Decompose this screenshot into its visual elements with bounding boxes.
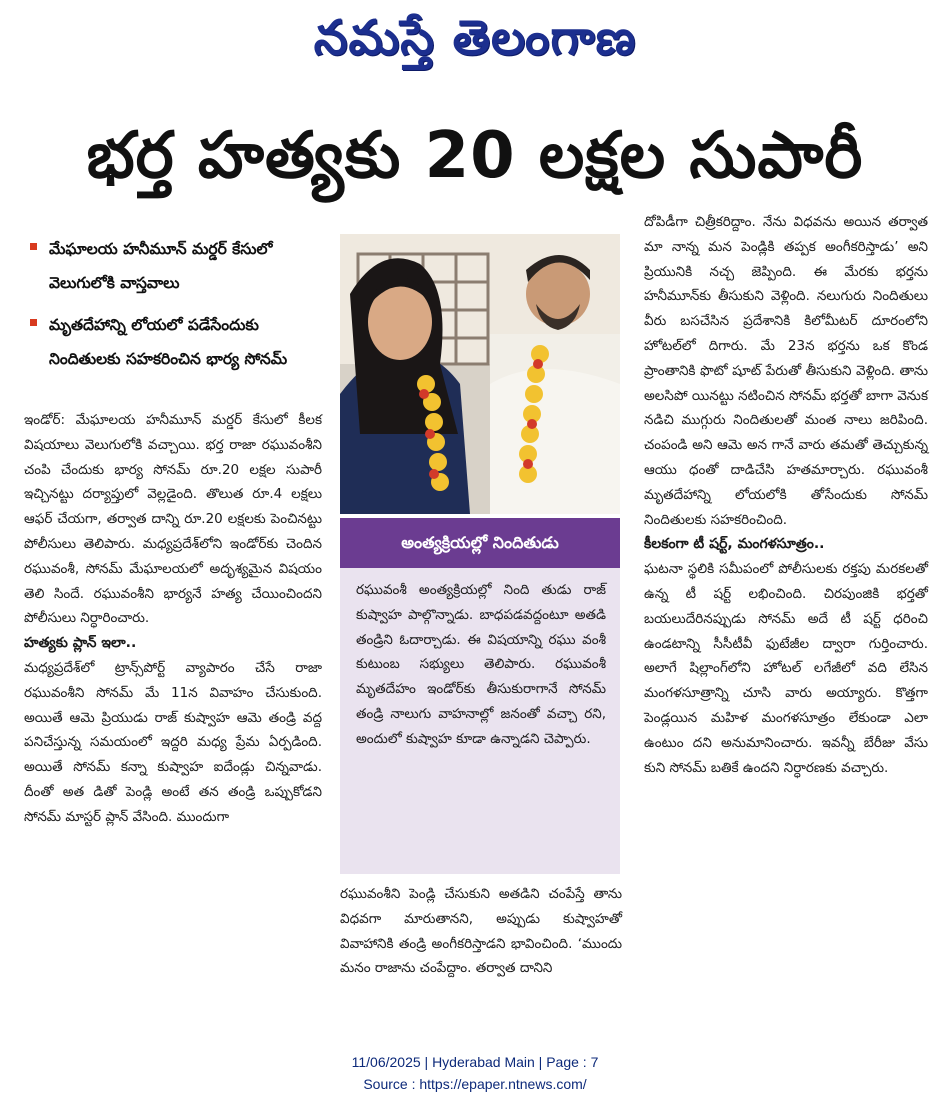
sidebar-box: [340, 518, 620, 874]
article-subheading: కీలకంగా టీ షర్ట్, మంగళసూత్రం..: [644, 536, 825, 553]
sidebar-text: రఘువంశీ అంత్యక్రియల్లో నింది తుడు రాజ్ కుష్వాహ పాల్గొన్నాడు. బాధపడవద్దంటూ అతడి తండ్రిని ఓదార్చాడు. ఈ విషయాన్ని రఘు వంశీ కుటుంబ సభ్యులు తెలిపారు. రఘువంశీ మృతదేహం ఇండోర్‌కు తీసుకురాగానే సోనమ్ తండ్రి నాలుగు వాహనాల్లో జనంతో వచ్చా రని, అందులో కుష్వాహ కూడా ఉన్నాడని చెప్పారు.: [356, 582, 606, 747]
sidebar-heading: అంత్యక్రియల్లో నిందితుడు: [340, 518, 620, 568]
highlight-item: [22, 232, 322, 300]
footer-source: Source : https://epaper.ntnews.com/: [363, 1076, 587, 1092]
highlight-text: మృతదేహాన్ని లోయలో పడేసేందుకు నిందితులకు సహకరించిన భార్య సోనమ్: [49, 316, 288, 368]
article-column-1: [24, 408, 322, 830]
newspaper-logo: నమస్తే తెలంగాణ: [313, 10, 637, 66]
article-column-2: [340, 882, 622, 981]
article-paragraph: మధ్యప్రదేశ్‌లో ట్రాన్స్‌పోర్ట్ వ్యాపారం చేసే రాజా రఘువంశీని సోనమ్ మే 11న వివాహం చేసుకుంది. అయితే ఆమె ప్రియుడు రాజ్ కుష్వాహ ఆమె తండ్రి వద్ద పనిచేస్తున్న సమయంలో ఇద్దరి మధ్య ప్రేమ ఏర్పడింది. అయితే సోనమ్ కన్నా కుష్వాహ ఐదేండ్లు చిన్నవాడు. దీంతో అత డితో పెండ్లి అంటే తన తండ్రి ఒప్పుకోడని సోనమ్ మాస్టర్ ప్లాన్ వేసింది. ముందుగా: [24, 659, 322, 825]
bullet-square-icon: [30, 243, 37, 250]
article-paragraph: దోపిడీగా చిత్రీకరిద్దాం. నేను విధవను అయిన తర్వాత మా నాన్న మన పెండ్లికి తప్పక అంగీకరిస్తాడు’ అని ప్రియునికి నచ్చ జెప్పింది. ఈ మేరకు భర్తను హనీమూన్‌కు తీసుకుని వెళ్లింది. నలుగురు నిందితులు వీరు బసచేసిన ప్రదేశానికి కిలోమీటర్ దూరంలోని హోటల్‌లో దిగారు. మే 23న భర్తను ఒక కొండ ప్రాంతానికి ఫొటో షూట్ పేరుతో తీసుకుని వెళ్లింది. తాను అలసిపో యినట్టు నటించిన సోనమ్ భర్తతో బాగా వెనుక నడిచి ముగ్గురు నిందితులతో మంత నాలు జరిపింది. చంపండి అని ఆమె అన గానే వారు తమతో తెచ్చుకున్న ఆయు ధంతో దాడిచేసి హతమార్చారు. రఘువంశీ మృతదేహాన్ని లోయలోకి తోసేందుకు సోనమ్ నిందితులకు సహకరించింది.: [644, 214, 928, 528]
couple-photo: [340, 234, 620, 514]
bullet-square-icon: [30, 319, 37, 326]
article-paragraph: ఘటనా స్థలికి సమీపంలో పోలీసులకు రక్తపు మరకలతో ఉన్న టీ షర్ట్ లభించింది. చిరపుంజికి భర్తతో బయలుదేరినప్పుడు సోనమ్ అదే టీ షర్ట్ ధరించి ఉండటాన్ని సీసీటీవీ ఫుటేజీల ద్వారా గుర్తించారు. అలాగే షిల్లాంగ్‌లోని హోటల్ లగేజీలో వది లేసిన మంగళసూత్రాన్ని చూసి వారు అయ్యారు. కొత్తగా పెండ్లయిన మహిళ మంగళసూత్రం లేకుండా ఎలా ఉంటుం దని అనుమానించారు. ఇవన్నీ బేరీజు వేసు కుని సోనమ్ బతికే ఉందని నిర్ధారణకు వచ్చారు.: [644, 561, 928, 776]
highlights-list: [22, 232, 322, 384]
article-paragraph: ఇండోర్: మేఘాలయ హనీమూన్ మర్డర్ కేసులో కీలక విషయాలు వెలుగులోకి వచ్చాయి. భర్త రాజా రఘువంశీని చంపి చేందుకు భార్య సోనమ్ రూ.20 లక్షల సుపారీ ఇచ్చినట్టు దర్యాప్తులో వెల్లడైంది. తొలుత రూ.4 లక్షలు ఆఫర్ చేయగా, తర్వాత దాన్ని రూ.20 లక్షలకు పెంచినట్టు పోలీసులు తెలిపారు. మధ్యప్రదేశ్‌లోని ఇండోర్‌కు చెందిన రఘువంశీ, సోనమ్ మేఘాలయలో అదృశ్యమైన విషయం తెలి సిందే. రఘువంశీని భార్యనే హత్య చేయించిందని పోలీసులు నిర్ధారించారు.: [24, 412, 322, 627]
footer-info: 11/06/2025 | Hyderabad Main | Page : 7: [351, 1054, 599, 1070]
highlight-text: మేఘాలయ హనీమూన్ మర్డర్ కేసులో వెలుగులోకి వాస్తవాలు: [49, 240, 273, 292]
headline: భర్త హత్యకు 20 లక్షల సుపారీ: [86, 119, 864, 193]
article-subheading: హత్యకు ప్లాన్ ఇలా..: [24, 635, 137, 652]
article-column-3: [644, 210, 928, 780]
article-paragraph: రఘువంశీని పెండ్లి చేసుకుని అతడిని చంపేస్తే తాను విధవగా మారుతానని, అప్పుడు కుష్వాహతో వివాహానికి తండ్రి అంగీకరిస్తాడని భావించింది. ‘ముందు మనం రాజాను చంపేద్దాం. తర్వాత దానిని: [340, 886, 622, 977]
couple-photo-illustration: [340, 234, 620, 514]
highlight-item: [22, 308, 322, 376]
masthead: [0, 4, 950, 72]
